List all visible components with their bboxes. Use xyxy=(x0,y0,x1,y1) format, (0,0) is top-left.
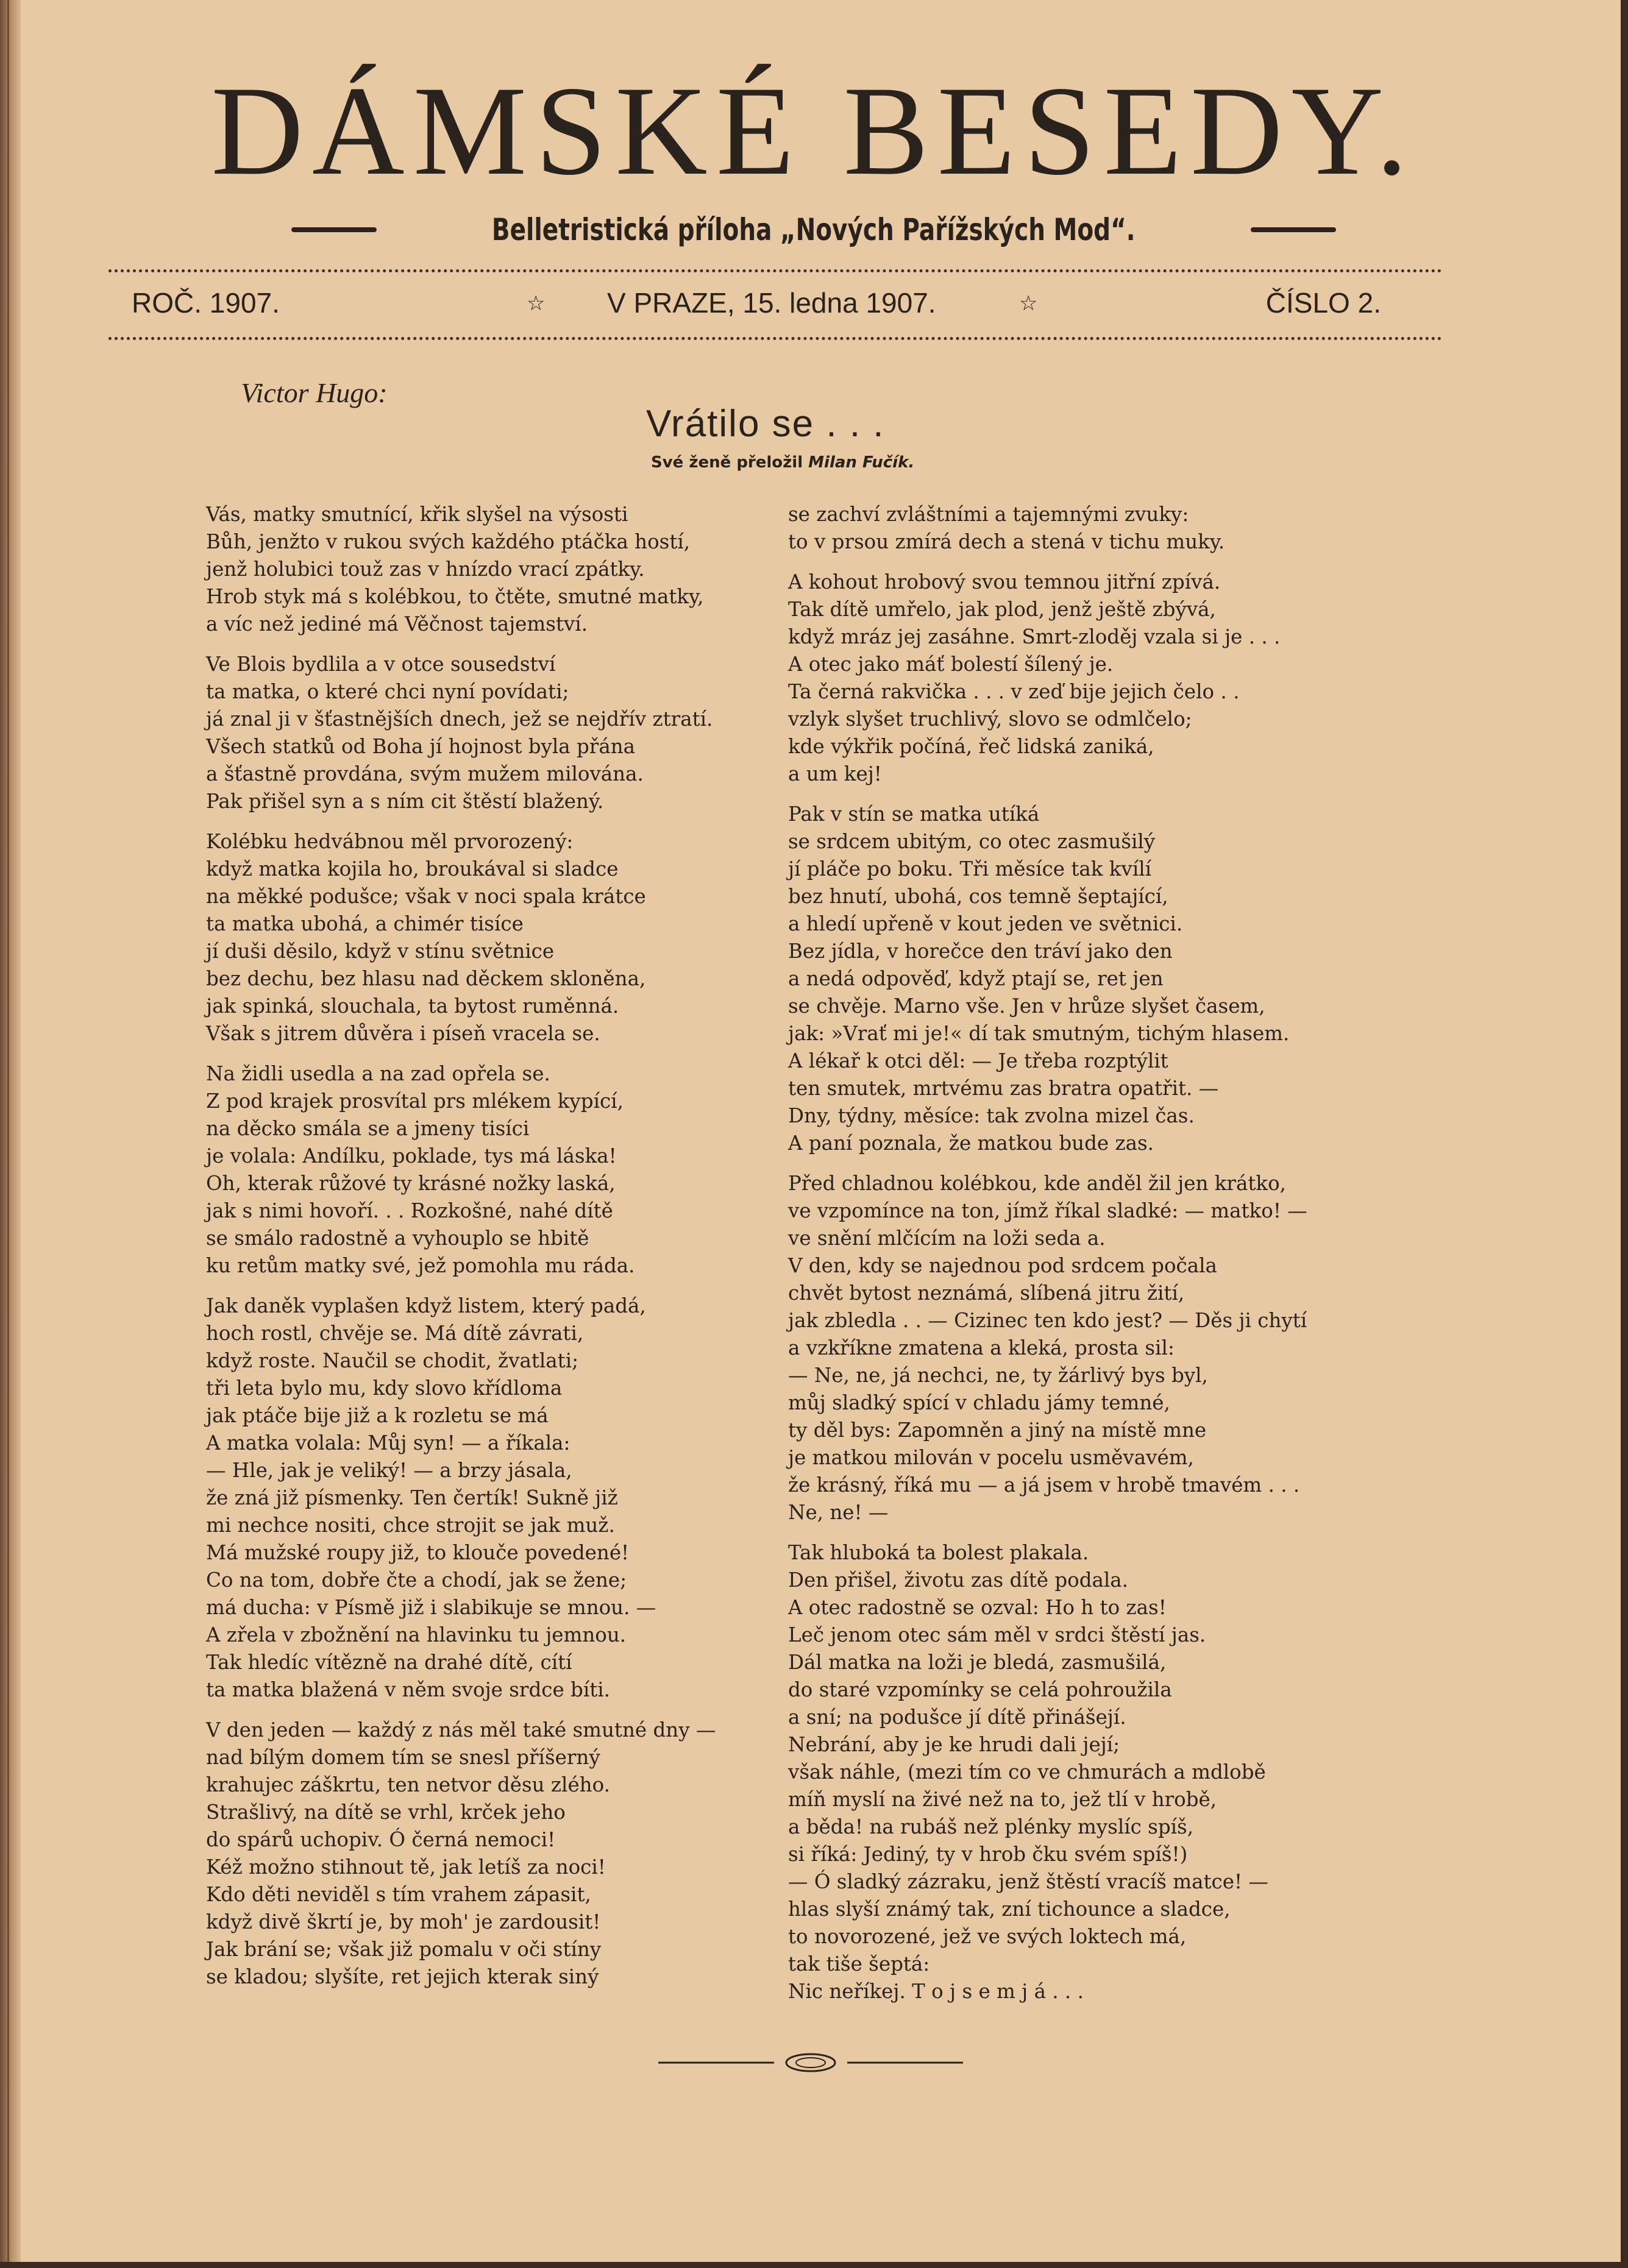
poem-line: je matkou milován v pocelu usměvavém, xyxy=(788,1446,1194,1469)
poem-line: Den přišel, životu zas dítě podala. xyxy=(788,1568,1129,1592)
poem-line: mi nechce nositi, chce strojit se jak muž. xyxy=(206,1514,615,1537)
poem-line: ta matka ubohá, a chimér tisíce xyxy=(206,912,524,935)
poem-line: se chvěje. Marno vše. Jen v hrůze slyšet časem, xyxy=(788,994,1265,1018)
translator-prefix: Své ženě přeložil xyxy=(651,453,809,472)
poem-line: ten smutek, mrtvému zas bratra opatřit. — xyxy=(788,1077,1219,1100)
poem-line: a šťastně provdána, svým mužem milována. xyxy=(206,762,644,785)
poem-line: Strašlivý, na dítě se vrhl, krček jeho xyxy=(206,1801,566,1824)
poem-line: ta matka, o které chci nyní povídati; xyxy=(206,680,569,703)
poem-stanza xyxy=(788,569,1337,788)
poem-line: hlas slyší známý tak, zní tichounce a sladce, xyxy=(788,1898,1231,1921)
star-ornament: ☆ xyxy=(1019,292,1038,315)
poem-line: Co na tom, dobře čte a chodí, jak se žene; xyxy=(206,1568,627,1592)
left-dash-ornament xyxy=(291,227,377,232)
poem-line: a běda! na rubáš než plénky myslíc spíš, xyxy=(788,1815,1194,1838)
masthead-subtitle-row xyxy=(104,212,1524,247)
poem-line: A otec jako máť bolestí šílený je. xyxy=(788,653,1114,676)
place-date: V PRAZE, 15. ledna 1907. xyxy=(607,287,936,319)
poem-line: Bůh, jenžto v rukou svých každého ptáčka hostí, xyxy=(206,530,691,553)
poem-line: Tak hluboká ta bolest plakala. xyxy=(788,1541,1089,1564)
poem-line: Má mužské roupy již, to klouče povedené! xyxy=(206,1541,630,1564)
poem-line: do staré vzpomínky se celá pohroužila xyxy=(788,1678,1172,1701)
poem-line: když mráz jej zasáhne. Smrt-zloděj vzala si je . . . xyxy=(788,625,1281,648)
poem-line: bez hnutí, ubohá, cos temně šeptající, xyxy=(788,885,1168,908)
poem-stanza xyxy=(206,1292,742,1704)
poem-stanza xyxy=(788,501,1337,556)
poem-line: a nedá odpověď, když ptají se, ret jen xyxy=(788,967,1164,990)
poem-line: A otec radostně se ozval: Ho h to zas! xyxy=(788,1596,1167,1619)
poem-line: Kéž možno stihnout tě, jak letíš za noci! xyxy=(206,1855,606,1879)
poem-line: a vzkříkne zmatena a kleká, prosta sil: xyxy=(788,1336,1175,1359)
poem-line: Na židli usedla a na zad opřela se. xyxy=(206,1062,550,1085)
volume-year: ROČ. 1907. xyxy=(132,287,280,319)
poem-line: však náhle, (mezi tím co ve chmurách a mdlobě xyxy=(788,1760,1266,1784)
poem-line: se kladou; slyšíte, ret jejich kterak siný xyxy=(206,1965,599,1988)
poem-line: se smálo radostně a vyhouplo se hbitě xyxy=(206,1227,589,1250)
poem-line: jak zbledla . . — Cizinec ten kdo jest? — Děs ji chytí xyxy=(788,1309,1307,1332)
poem-stanza xyxy=(788,1170,1337,1526)
poem-line: že krásný, říká mu — a já jsem v hrobě tmavém . . . xyxy=(788,1473,1300,1497)
masthead-title: DÁMSKÉ BESEDY. xyxy=(211,60,1417,202)
poem-line: Kdo děti neviděl s tím vrahem zápasit, xyxy=(206,1883,591,1906)
poem-line: Dál matka na loži je bledá, zasmušilá, xyxy=(788,1651,1167,1674)
poem-line: krahujec záškrtu, ten netvor děsu zlého. xyxy=(206,1773,610,1796)
masthead-subtitle: Belletristická příloha „Nových Pařížských Mod“. xyxy=(492,212,1136,247)
poem-line: a um kej! xyxy=(788,762,882,785)
poem-line: Před chladnou kolébkou, kde anděl žil jen krátko, xyxy=(788,1172,1286,1195)
poem-line: kde výkřik počíná, řeč lidská zaniká, xyxy=(788,735,1154,758)
poem-line: tak tiše šeptá: xyxy=(788,1952,930,1976)
article-author: Victor Hugo: xyxy=(241,377,388,408)
poem-line: je volala: Andílku, poklade, tys má láska! xyxy=(206,1144,617,1168)
poem-line: Všech statků od Boha jí hojnost byla přána xyxy=(206,735,636,758)
poem-line: A paní poznala, že matkou bude zas. xyxy=(788,1132,1154,1155)
poem-line: Ne, ne! — xyxy=(788,1501,889,1524)
top-dotted-rule xyxy=(108,269,1442,272)
translator-credit xyxy=(651,453,914,472)
poem-line: když matka kojila ho, broukával si sladce xyxy=(206,857,619,881)
poem-line: to v prsou zmírá dech a stená v tichu muky. xyxy=(788,530,1225,553)
poem-stanza xyxy=(788,1539,1337,2005)
poem-line: má ducha: v Písmě již i slabikuje se mnou. — xyxy=(206,1596,656,1619)
poem-line: jak spinká, slouchala, ta bytost ruměnná. xyxy=(206,994,619,1018)
translator-name: Milan Fučík. xyxy=(808,453,915,472)
poem-line: ve vzpomínce na ton, jímž říkal sladké: — matko! — xyxy=(788,1199,1307,1222)
issue-number: ČÍSLO 2. xyxy=(1265,287,1381,319)
issue-info-bar xyxy=(132,286,1381,329)
poem-line: — Ne, ne, já nechci, ne, ty žárlivý bys byl, xyxy=(788,1364,1208,1387)
poem-line: Tak dítě umřelo, jak plod, jenž ještě zbývá, xyxy=(788,598,1216,621)
poem-line: ve snění mlčícím na loži seda a. xyxy=(788,1227,1106,1250)
poem-line: Leč jenom otec sám měl v srdci štěstí jas. xyxy=(788,1623,1206,1646)
poem-title: Vrátilo se . . . xyxy=(646,403,885,445)
star-ornament: ☆ xyxy=(527,292,546,315)
poem-line: Oh, kterak růžové ty krásné nožky laská, xyxy=(206,1172,616,1195)
poem-line: Vás, matky smutnící, křik slyšel na výsosti xyxy=(206,503,628,526)
poem-line: Tak hledíc vítězně na drahé dítě, cítí xyxy=(206,1651,572,1674)
poem-line: bez dechu, bez hlasu nad děckem skloněna, xyxy=(206,967,646,990)
poem-stanza xyxy=(788,801,1337,1157)
poem-line: A kohout hrobový svou temnou jitřní zpívá. xyxy=(788,570,1221,594)
bottom-dotted-rule xyxy=(108,337,1442,340)
poem-line: Nic neříkej. T o j s e m j á . . . xyxy=(788,1980,1084,2003)
poem-line: A zřela v zbožnění na hlavinku tu jemnou. xyxy=(206,1623,627,1646)
poem-stanza xyxy=(206,828,742,1047)
poem-line: když divě škrtí je, by moh' je zardousit! xyxy=(206,1910,601,1933)
poem-line: ta matka blažená v něm svoje srdce bíti. xyxy=(206,1678,611,1701)
poem-line: Pak v stín se matka utíká xyxy=(788,803,1040,826)
poem-line: a sní; na podušce jí dítě přinášejí. xyxy=(788,1706,1126,1729)
poem-line: že zná již písmenky. Ten čertík! Sukně již xyxy=(206,1486,618,1509)
poem-line: ty děl bys: Zapomněn a jiný na místě mne xyxy=(788,1419,1207,1442)
masthead xyxy=(104,60,1524,247)
poem-line: — Hle, jak je veliký! — a brzy jásala, xyxy=(206,1459,572,1482)
poem-line: V den, kdy se najednou pod srdcem počala xyxy=(788,1254,1217,1277)
poem-line: můj sladký spící v chladu jámy temné, xyxy=(788,1391,1170,1414)
poem-line: Však s jitrem důvěra i píseň vracela se. xyxy=(206,1022,600,1045)
poem-line: já znal ji v šťastnějších dnech, jež se nejdřív ztratí. xyxy=(206,707,713,731)
poem-line: Dny, týdny, měsíce: tak zvolna mizel čas. xyxy=(788,1104,1195,1127)
poem-line: a hledí upřeně v kout jeden ve světnici. xyxy=(788,912,1183,935)
poem-line: Jak brání se; však již pomalu v oči stíny xyxy=(206,1938,602,1961)
poem-line: si říká: Jediný, ty v hrob čku svém spíš!) xyxy=(788,1843,1188,1866)
page-right-edge xyxy=(1621,0,1628,2268)
poem-line: Ta černá rakvička . . . v zeď bije jejich čelo . . xyxy=(788,680,1240,703)
end-ornament xyxy=(652,2050,969,2075)
poem-line: jak s nimi hovoří. . . Rozkošné, nahé dítě xyxy=(206,1199,613,1222)
poem-line: nad bílým domem tím se snesl příšerný xyxy=(206,1746,600,1769)
poem-line: se srdcem ubitým, co otec zasmušilý xyxy=(788,830,1156,853)
poem-line: Nebrání, aby je ke hrudi dali její; xyxy=(788,1733,1120,1756)
poem-stanza xyxy=(206,501,742,638)
poem-line: na děcko smála se a jmeny tisíci xyxy=(206,1117,530,1140)
poem-left-column xyxy=(206,501,742,2004)
page-binding-edge xyxy=(0,0,21,2268)
poem-line: Ve Blois bydlila a v otce sousedství xyxy=(206,653,556,676)
poem-line: chvět bytost neznámá, slíbená jitru žití, xyxy=(788,1281,1185,1305)
poem-right-column xyxy=(788,501,1337,2018)
poem-line: hoch rostl, chvěje se. Má dítě závrati, xyxy=(206,1322,584,1345)
poem-line: jí duši děsilo, když v stínu světnice xyxy=(206,940,555,963)
poem-line: Kolébku hedvábnou měl prvorozený: xyxy=(206,830,574,853)
poem-stanza xyxy=(206,1717,742,1991)
poem-line: to novorozené, jež ve svých loktech má, xyxy=(788,1925,1187,1948)
poem-stanza xyxy=(206,1060,742,1280)
poem-line: jenž holubici touž zas v hnízdo vrací zpátky. xyxy=(206,558,645,581)
poem-line: ku retům matky své, jež pomohla mu ráda. xyxy=(206,1254,635,1277)
poem-line: Hrob styk má s kolébkou, to čtěte, smutné matky, xyxy=(206,585,704,608)
poem-line: jak ptáče bije již a k rozletu se má xyxy=(206,1404,549,1427)
poem-line: V den jeden — každý z nás měl také smutné dny — xyxy=(206,1718,716,1742)
poem-line: když roste. Naučil se chodit, žvatlati; xyxy=(206,1349,579,1372)
poem-line: — Ó sladký zázraku, jenž štěstí vracíš matce! — xyxy=(788,1870,1268,1893)
poem-line: jí pláče po boku. Tři měsíce tak kvílí xyxy=(788,857,1152,881)
poem-line: A lékař k otci děl: — Je třeba rozptýlit xyxy=(788,1049,1168,1072)
poem-line: se zachví zvláštními a tajemnými zvuky: xyxy=(788,503,1189,526)
poem-line: Jak daněk vyplašen když listem, který padá, xyxy=(206,1294,646,1317)
poem-line: do spárů uchopiv. Ó černá nemoci! xyxy=(206,1828,556,1851)
poem-line: tři leta bylo mu, kdy slovo křídloma xyxy=(206,1377,563,1400)
right-dash-ornament xyxy=(1251,227,1336,232)
poem-line: míň myslí na živé než na to, jež tlí v hrobě, xyxy=(788,1788,1217,1811)
poem-stanza xyxy=(206,651,742,815)
poem-line: A matka volala: Můj syn! — a říkala: xyxy=(206,1431,571,1455)
poem-line: jak: »Vrať mi je!« dí tak smutným, tichým hlasem. xyxy=(788,1022,1290,1045)
poem-line: a víc než jediné má Věčnost tajemství. xyxy=(206,612,588,636)
poem-line: Z pod krajek prosvítal prs mlékem kypící, xyxy=(206,1090,624,1113)
poem-line: Bez jídla, v horečce den tráví jako den xyxy=(788,940,1173,963)
poem-line: Pak přišel syn a s ním cit štěstí blažený. xyxy=(206,790,604,813)
poem-line: na měkké podušce; však v noci spala krátce xyxy=(206,885,646,908)
poem-line: vzlyk slyšet truchlivý, slovo se odmlčelo; xyxy=(788,707,1192,731)
page-bottom-edge xyxy=(0,2262,1628,2268)
